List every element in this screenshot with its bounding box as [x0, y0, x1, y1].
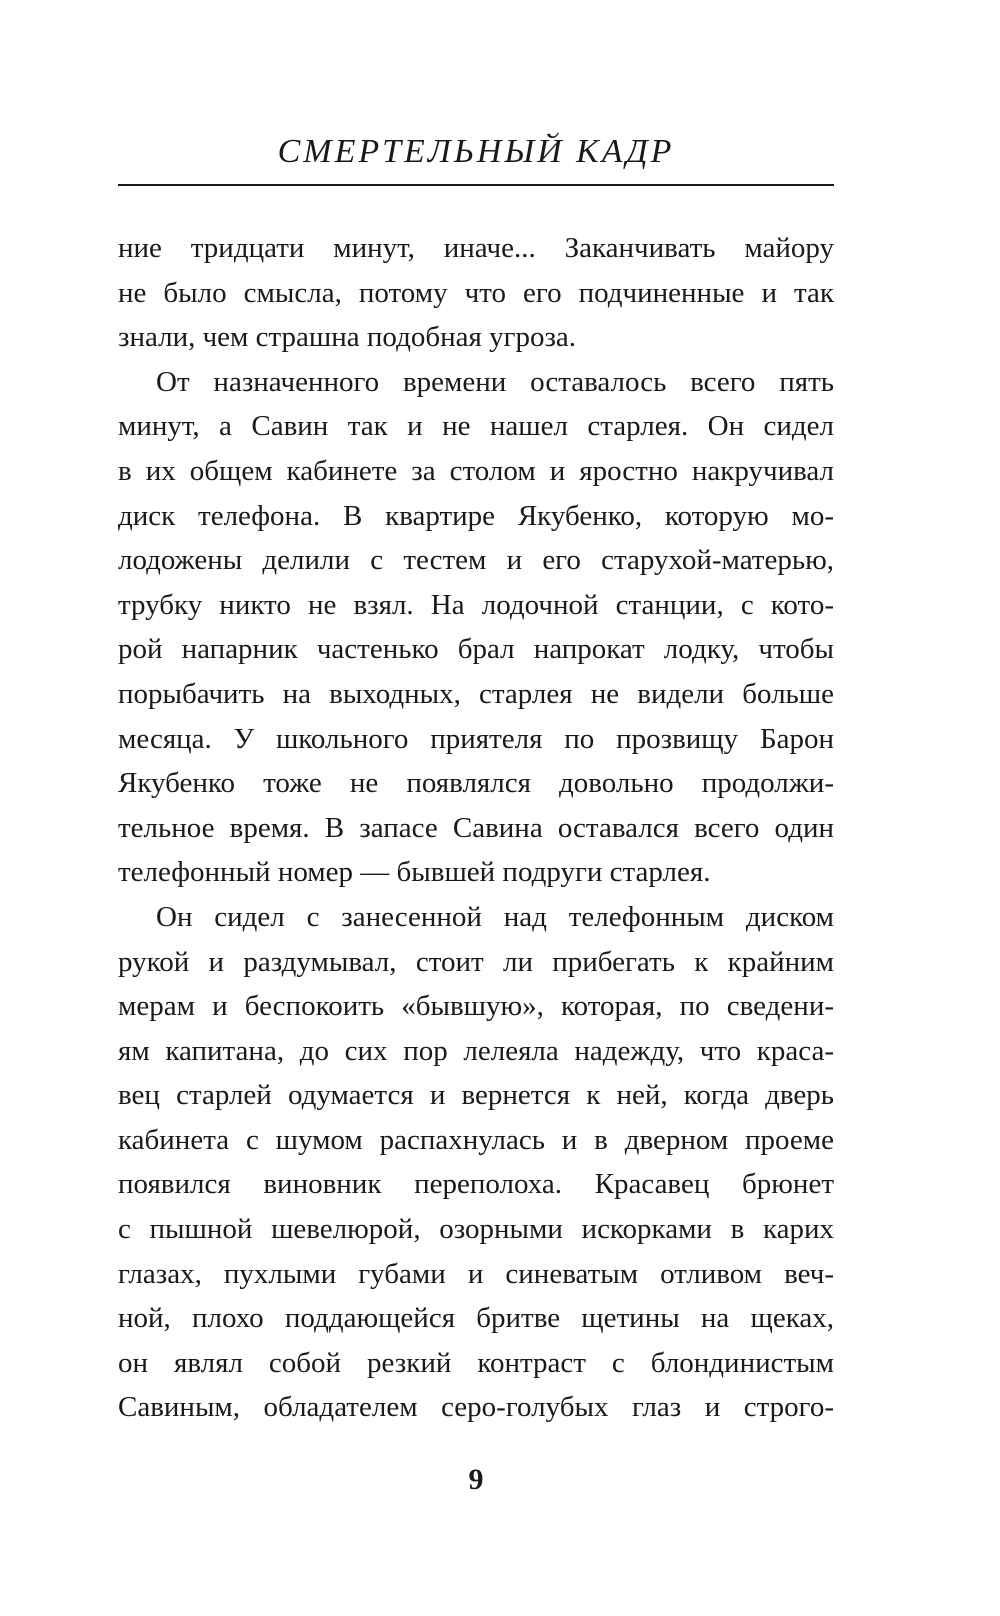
text-line: трубку никто не взял. На лодочной станции, с кото-	[118, 588, 834, 621]
text-line: диск телефона. В квартире Якубенко, которую мо-	[118, 499, 834, 532]
running-title: СМЕРТЕЛЬНЫЙ КАДР	[277, 133, 675, 170]
text-line: вец старлей одумается и вернется к ней, когда дверь	[118, 1079, 834, 1112]
text-line: глазах, пухлыми губами и синеватым отливом веч-	[118, 1257, 834, 1290]
text-line: не было смысла, потому что его подчиненные и так	[118, 276, 834, 309]
text-line: ям капитана, до сих пор лелеяла надежду, что краса-	[118, 1034, 834, 1067]
text-line: рукой и раздумывал, стоит ли прибегать к крайним	[118, 945, 834, 978]
text-line: с пышной шевелюрой, озорными искорками в карих	[118, 1213, 834, 1246]
text-line: телефонный номер — бывшей подруги старлея.	[118, 856, 711, 889]
text-line: он являл собой резкий контраст с блондинистым	[118, 1346, 834, 1379]
body-text	[118, 226, 834, 1430]
text-line: От назначенного времени оставалось всего пять	[156, 365, 834, 398]
text-line: порыбачить на выходных, старлея не видели больше	[118, 677, 834, 710]
text-line: Якубенко тоже не появлялся довольно продолжи-	[118, 767, 834, 800]
text-line: Он сидел с занесенной над телефонным диском	[156, 900, 834, 933]
text-line: минут, а Савин так и не нашел старлея. Он сидел	[118, 410, 834, 443]
text-line: ной, плохо поддающейся бритве щетины на щеках,	[118, 1302, 834, 1335]
header-rule	[118, 184, 834, 186]
text-line: месяца. У школьного приятеля по прозвищу Барон	[118, 722, 834, 755]
text-line: в их общем кабинете за столом и яростно накручивал	[118, 454, 834, 487]
text-line: рой напарник частенько брал напрокат лодку, чтобы	[118, 633, 834, 666]
text-line: кабинета с шумом распахнулась и в дверном проеме	[118, 1123, 834, 1156]
page-number: 9	[468, 1463, 484, 1496]
text-line: лодожены делили с тестем и его старухой-матерью,	[118, 544, 834, 577]
text-line: тельное время. В запасе Савина оставался всего один	[118, 811, 834, 844]
text-line: мерам и беспокоить «бывшую», которая, по сведени-	[118, 990, 834, 1023]
text-line: Савиным, обладателем серо-голубых глаз и строго-	[118, 1391, 834, 1424]
text-line: ние тридцати минут, иначе... Заканчивать майору	[118, 232, 834, 264]
text-line: появился виновник переполоха. Красавец брюнет	[118, 1168, 834, 1201]
text-line: знали, чем страшна подобная угроза.	[118, 321, 577, 354]
